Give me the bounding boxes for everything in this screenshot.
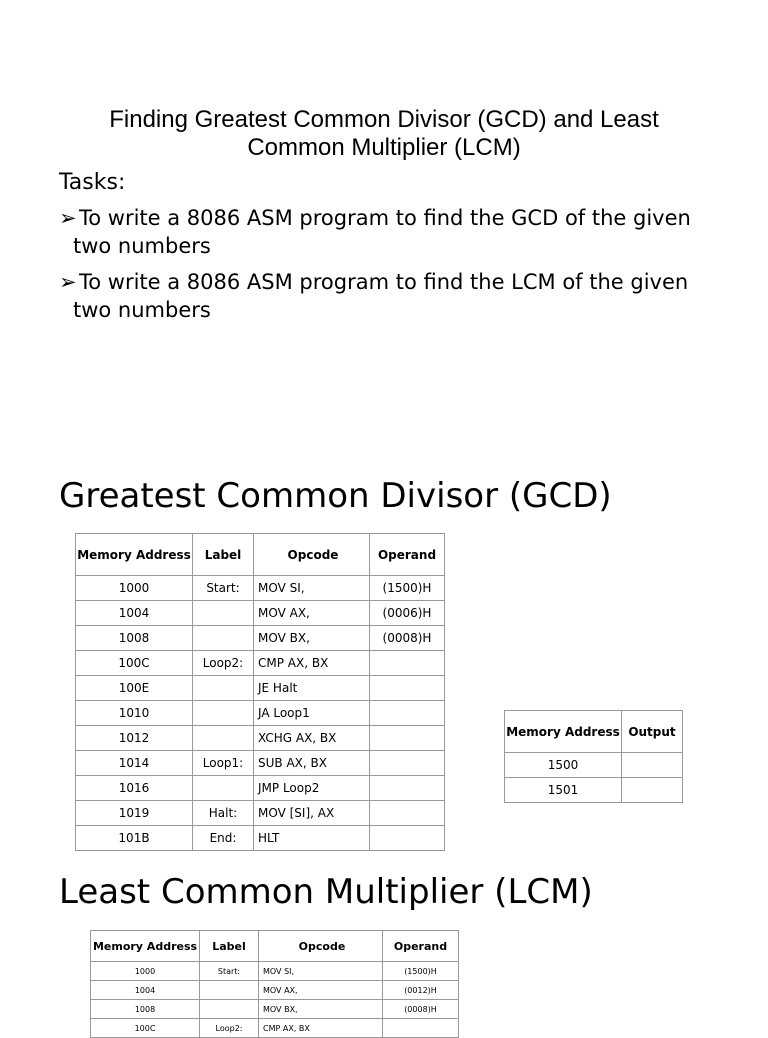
table-row: [76, 776, 445, 801]
address-cell: 100C: [76, 651, 193, 676]
gcd-program-table: [75, 533, 445, 851]
task-text: To write a 8086 ASM program to find the GCD of the given two numbers: [73, 206, 691, 258]
table-row: [76, 601, 445, 626]
opcode-cell: MOV BX,: [254, 626, 370, 651]
label-cell: [200, 1000, 259, 1019]
header-memory-address: Memory Address: [91, 931, 200, 962]
table-row: [76, 701, 445, 726]
address-cell: 1004: [76, 601, 193, 626]
opcode-cell: MOV [SI], AX: [254, 801, 370, 826]
opcode-cell: MOV BX,: [259, 1000, 383, 1019]
address-cell: 1000: [91, 962, 200, 981]
opcode-cell: JA Loop1: [254, 701, 370, 726]
task-item: [59, 204, 713, 260]
address-cell: 1014: [76, 751, 193, 776]
operand-cell: [383, 1019, 459, 1038]
label-cell: Loop2:: [193, 651, 254, 676]
table-row: [76, 576, 445, 601]
header-opcode: Opcode: [254, 534, 370, 576]
label-cell: Halt:: [193, 801, 254, 826]
header-label: Label: [200, 931, 259, 962]
label-cell: [193, 626, 254, 651]
address-cell: 1012: [76, 726, 193, 751]
table-row: [76, 751, 445, 776]
address-cell: 1501: [505, 778, 622, 803]
table-row: [76, 676, 445, 701]
opcode-cell: XCHG AX, BX: [254, 726, 370, 751]
operand-cell: [370, 751, 445, 776]
opcode-cell: SUB AX, BX: [254, 751, 370, 776]
table-row: [76, 826, 445, 851]
operand-cell: [370, 726, 445, 751]
gcd-output-table: [504, 710, 683, 803]
label-cell: [193, 701, 254, 726]
table-row: [505, 778, 683, 803]
operand-cell: (0012)H: [383, 981, 459, 1000]
operand-cell: (1500)H: [383, 962, 459, 981]
address-cell: 101B: [76, 826, 193, 851]
lcm-section-title: Least Common Multiplier (LCM): [59, 872, 593, 912]
opcode-cell: JMP Loop2: [254, 776, 370, 801]
table-row: [91, 962, 459, 981]
table-header-row: [505, 711, 683, 753]
opcode-cell: HLT: [254, 826, 370, 851]
opcode-cell: JE Halt: [254, 676, 370, 701]
task-item: [59, 268, 713, 324]
label-cell: [200, 981, 259, 1000]
address-cell: 1019: [76, 801, 193, 826]
address-cell: 100C: [91, 1019, 200, 1038]
header-operand: Operand: [383, 931, 459, 962]
label-cell: [193, 676, 254, 701]
table-row: [91, 1019, 459, 1038]
arrow-bullet-icon: ➢: [59, 270, 77, 294]
opcode-cell: CMP AX, BX: [259, 1019, 383, 1038]
table-row: [91, 1000, 459, 1019]
address-cell: 1010: [76, 701, 193, 726]
label-cell: Start:: [193, 576, 254, 601]
task-text: To write a 8086 ASM program to find the LCM of the given two numbers: [73, 270, 689, 322]
operand-cell: [370, 826, 445, 851]
table-row: [76, 801, 445, 826]
label-cell: [193, 601, 254, 626]
address-cell: 100E: [76, 676, 193, 701]
operand-cell: (0008)H: [370, 626, 445, 651]
table-row: [505, 753, 683, 778]
table-header-row: [76, 534, 445, 576]
address-cell: 1008: [91, 1000, 200, 1019]
label-cell: [193, 726, 254, 751]
operand-cell: [370, 676, 445, 701]
address-cell: 1004: [91, 981, 200, 1000]
address-cell: 1008: [76, 626, 193, 651]
header-output: Output: [622, 711, 683, 753]
label-cell: [193, 776, 254, 801]
table-row: [91, 981, 459, 1000]
opcode-cell: MOV AX,: [259, 981, 383, 1000]
label-cell: Loop1:: [193, 751, 254, 776]
opcode-cell: MOV AX,: [254, 601, 370, 626]
label-cell: Loop2:: [200, 1019, 259, 1038]
header-operand: Operand: [370, 534, 445, 576]
opcode-cell: MOV SI,: [259, 962, 383, 981]
operand-cell: [370, 776, 445, 801]
address-cell: 1016: [76, 776, 193, 801]
lcm-program-table: [90, 930, 459, 1038]
table-header-row: [91, 931, 459, 962]
header-opcode: Opcode: [259, 931, 383, 962]
label-cell: Start:: [200, 962, 259, 981]
tasks-heading: Tasks:: [59, 170, 126, 195]
address-cell: 1500: [505, 753, 622, 778]
arrow-bullet-icon: ➢: [59, 206, 77, 230]
operand-cell: [370, 651, 445, 676]
table-row: [76, 626, 445, 651]
operand-cell: (0008)H: [383, 1000, 459, 1019]
operand-cell: [370, 701, 445, 726]
header-label: Label: [193, 534, 254, 576]
address-cell: 1000: [76, 576, 193, 601]
header-memory-address: Memory Address: [76, 534, 193, 576]
output-cell: [622, 753, 683, 778]
operand-cell: [370, 801, 445, 826]
header-memory-address: Memory Address: [505, 711, 622, 753]
operand-cell: (0006)H: [370, 601, 445, 626]
output-cell: [622, 778, 683, 803]
opcode-cell: CMP AX, BX: [254, 651, 370, 676]
opcode-cell: MOV SI,: [254, 576, 370, 601]
table-row: [76, 651, 445, 676]
gcd-section-title: Greatest Common Divisor (GCD): [59, 476, 612, 516]
operand-cell: (1500)H: [370, 576, 445, 601]
slide-title: Finding Greatest Common Divisor (GCD) and Least Common Multiplier (LCM): [109, 106, 659, 161]
table-row: [76, 726, 445, 751]
label-cell: End:: [193, 826, 254, 851]
